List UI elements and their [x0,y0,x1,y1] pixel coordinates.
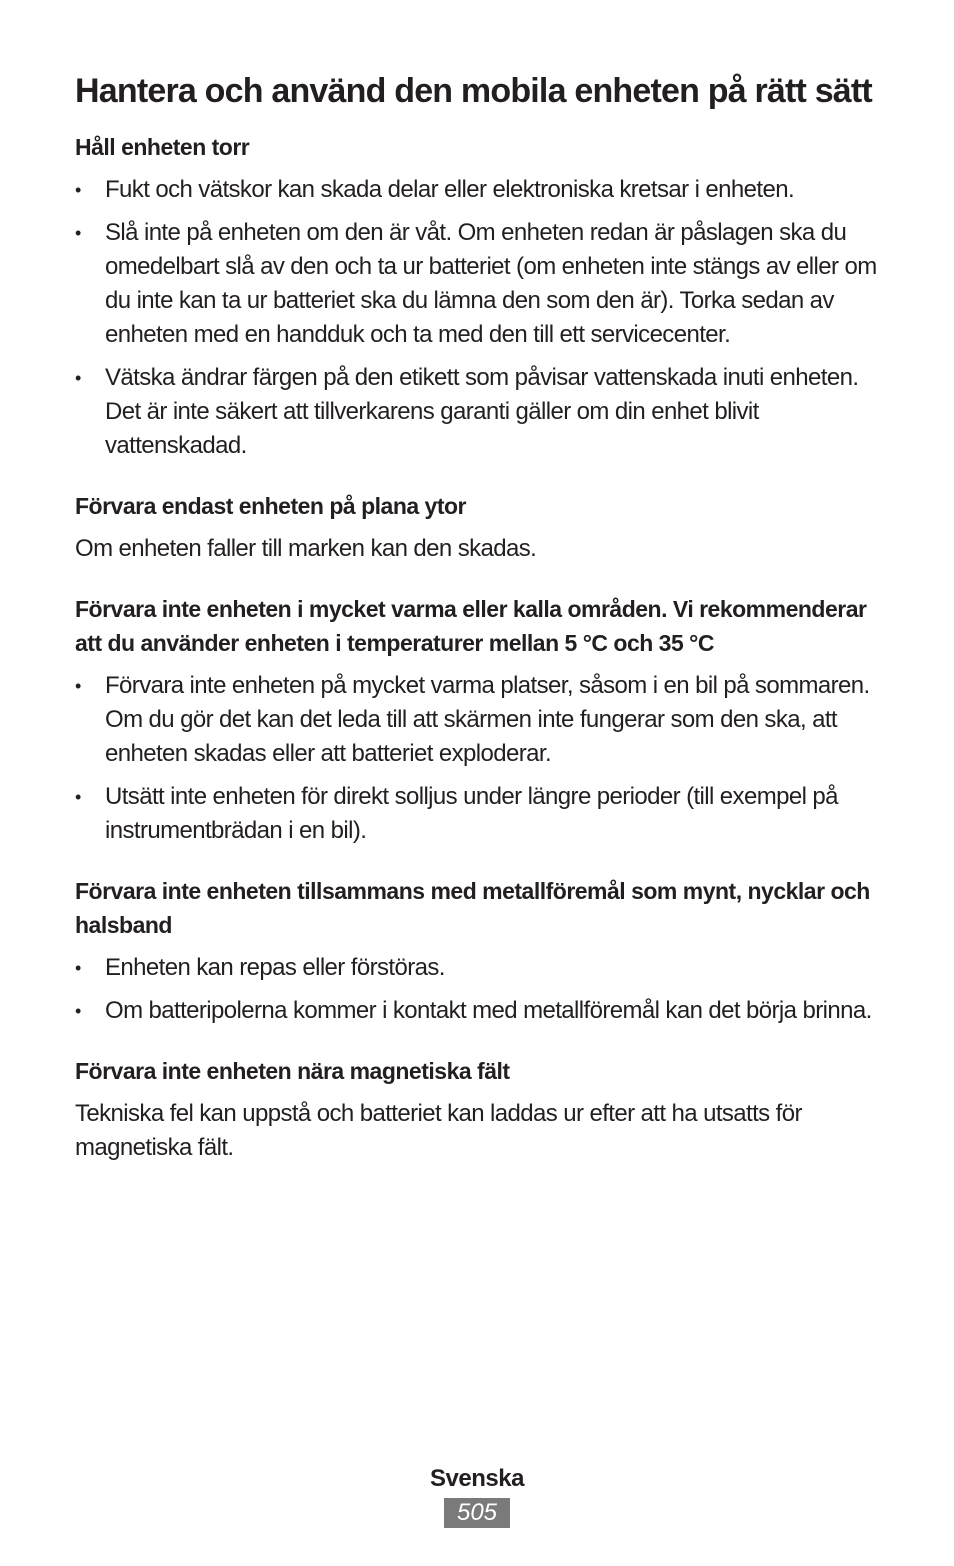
bullet-list [75,669,885,848]
list-item-text: Vätska ändrar färgen på den etikett som påvisar vattenskada inuti enheten. Det är inte säkert att tillverkarens garanti gäller om din enhet blivit vattenskadad. [105,364,859,459]
bullet-icon: • [75,787,81,807]
section-heading: Förvara inte enheten tillsammans med metallföremål som mynt, nycklar och halsband [75,878,870,938]
list-item [75,951,885,985]
bullet-icon: • [75,676,81,696]
list-item-text: Enheten kan repas eller förstöras. [105,954,445,981]
section-magnetic-fields [75,1054,885,1165]
list-item [75,361,885,463]
list-item-text: Utsätt inte enheten för direkt solljus under längre perioder (till exempel på instrumentbrädan i en bil). [105,783,838,844]
section-paragraph: Om enheten faller till marken kan den skadas. [75,535,537,562]
bullet-list [75,951,885,1028]
bullet-icon: • [75,180,81,200]
section-heading: Förvara inte enheten nära magnetiska fält [75,1058,510,1084]
list-item [75,780,885,848]
list-item [75,994,885,1028]
bullet-icon: • [75,1001,81,1021]
document-page [75,70,885,1191]
list-item-text: Fukt och vätskor kan skada delar eller elektroniska kretsar i enheten. [105,176,795,203]
list-item [75,173,885,207]
list-item-text: Förvara inte enheten på mycket varma platser, såsom i en bil på sommaren. Om du gör det kan det leda till att skärmen inte fungerar som den ska, att enheten skadas eller att batteriet exploderar. [105,672,870,767]
bullet-icon: • [75,958,81,978]
section-heading: Förvara inte enheten i mycket varma eller kalla områden. Vi rekommenderar att du använder enheten i temperaturer mellan 5 °C och 35 °C [75,596,867,656]
list-item-text: Om batteripolerna kommer i kontakt med metallföremål kan det börja brinna. [105,997,872,1024]
section-heading: Förvara endast enheten på plana ytor [75,493,467,519]
section-heading: Håll enheten torr [75,134,250,160]
list-item [75,669,885,771]
footer-language: Svenska [430,1465,524,1492]
list-item-text: Slå inte på enheten om den är våt. Om enheten redan är påslagen ska du omedelbart slå av den och ta ur batteriet (om enheten inte stängs av eller om du inte kan ta ur batteriet ska du lämna den som den är). Torka sedan av enheten med en handduk och ta med den till ett servicecenter. [105,219,877,348]
page-title: Hantera och använd den mobila enheten på rätt sätt [75,72,872,110]
section-keep-dry [75,130,885,463]
page-footer [0,1462,954,1528]
bullet-icon: • [75,223,81,243]
section-paragraph: Tekniska fel kan uppstå och batteriet kan laddas ur efter att ha utsatts för magnetiska fält. [75,1100,802,1161]
page-number: 505 [444,1498,510,1528]
list-item [75,216,885,352]
bullet-list [75,173,885,463]
section-flat-surfaces [75,489,885,566]
bullet-icon: • [75,368,81,388]
section-metal-objects [75,874,885,1028]
section-temperature [75,592,885,848]
